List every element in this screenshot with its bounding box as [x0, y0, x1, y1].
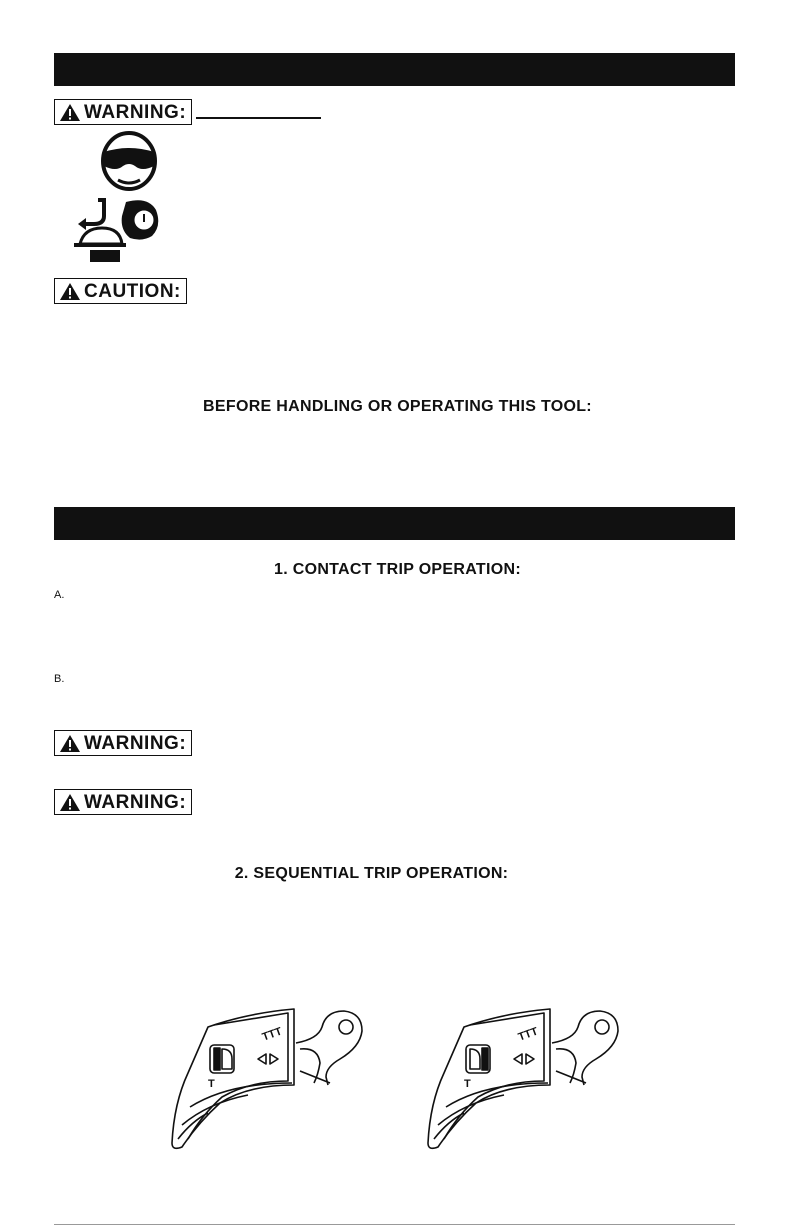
- warning-badge-contact-trip-1: [54, 730, 192, 756]
- sequential-trip-heading: 2. SEQUENTIAL TRIP OPERATION:: [234, 865, 509, 882]
- caution-label: CAUTION:: [84, 280, 181, 302]
- warning-triangle-icon: [59, 103, 81, 122]
- contact-trip-heading: 1. CONTACT TRIP OPERATION:: [274, 561, 521, 578]
- warning-label: WARNING:: [84, 101, 187, 123]
- warning-badge: [54, 99, 192, 125]
- step-b-marker: B.: [54, 673, 65, 685]
- warning-triangle-icon: [59, 793, 81, 812]
- svg-text:TTT: TTT: [260, 1025, 284, 1044]
- warning-underline-rule: [196, 117, 321, 119]
- caution-badge: [54, 278, 187, 304]
- before-handling-heading: BEFORE HANDLING OR OPERATING THIS TOOL:: [203, 398, 592, 415]
- svg-text:T: T: [464, 1078, 471, 1090]
- hard-hat-icon: [68, 196, 162, 262]
- warning-triangle-icon: [59, 282, 81, 301]
- hearing-protection-icon: [122, 200, 159, 239]
- contact-trip-mode-illustration: [168, 1003, 368, 1153]
- step-a-marker: A.: [54, 589, 65, 601]
- safety-goggles-icon: [98, 130, 160, 192]
- page-bottom-rule: [54, 1224, 735, 1225]
- section-header-bar-operation: [54, 507, 735, 540]
- warning-badge-contact-trip-2: [54, 789, 192, 815]
- warning-label: WARNING:: [84, 791, 187, 813]
- section-header-bar-safety: [54, 53, 735, 86]
- sequential-trip-mode-illustration: [424, 1003, 624, 1153]
- warning-label: WARNING:: [84, 732, 187, 754]
- svg-text:T: T: [208, 1078, 215, 1090]
- warning-triangle-icon: [59, 734, 81, 753]
- svg-text:TTT: TTT: [516, 1025, 540, 1044]
